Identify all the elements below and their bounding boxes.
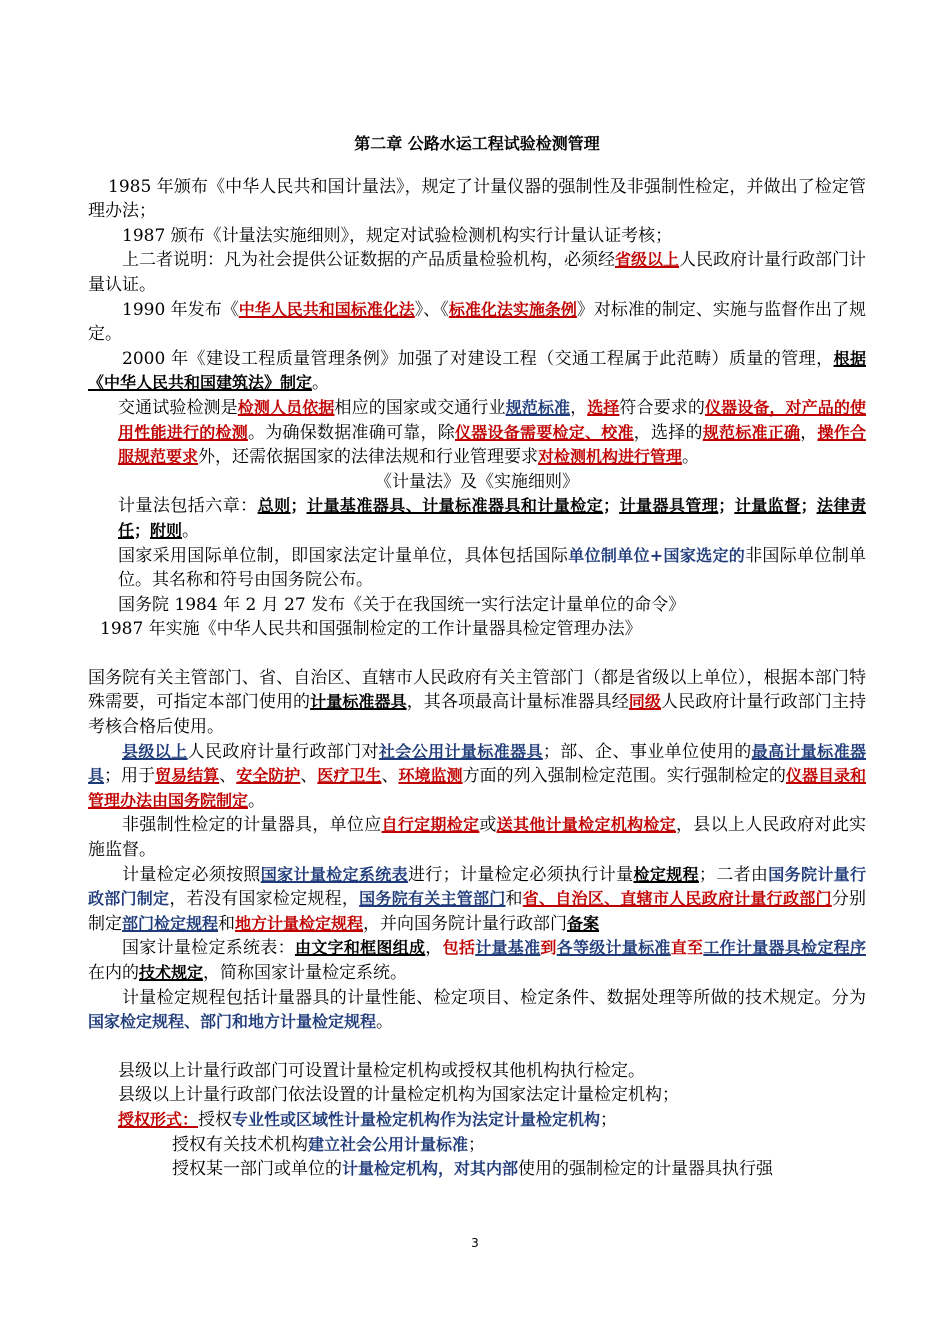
- paragraph-traffic-testing-definition: 交通试验检测是检测人员依据相应的国家或交通行业规范标准，选择符合要求的仪器设备，对产品的使用性能进行的检测。为确保数据准确可靠，除仪器设备需要检定、校准，选择的规范标准正确，操作合服规范要求外，还需依据国家的法律法规和行业管理要求对检测机构进行管理。: [118, 397, 866, 468]
- paragraph-six-chapters: 计量法包括六章：总则；计量基准器具、计量标准器具和计量检定；计量器具管理；计量监督；法律责任；附则。: [118, 496, 866, 541]
- paragraph-system-table: 国家计量检定系统表：由文字和框图组成，包括计量基准到各等级计量标准直至工作计量器具检定程序在内的技术规定，简称国家计量检定系统。: [88, 938, 866, 983]
- paragraph-1987-rules: 1987 颁布《计量法实施细则》，规定对试验检测机构实行计量认证考核；: [122, 225, 673, 246]
- paragraph-explanation: 上二者说明：凡为社会提供公证数据的产品质量检验机构，必须经省级以上人民政府计量行政部门计量认证。: [88, 250, 867, 295]
- paragraph-county-setup: 县级以上计量行政部门可设置计量检定机构或授权其他机构执行检定。: [118, 1060, 645, 1081]
- paragraph-1987-measures: 1987 年实施《中华人民共和国强制检定的工作计量器具检定管理办法》: [100, 619, 642, 640]
- paragraph-1984-order: 国务院 1984 年 2 月 27 发布《关于在我国统一实行法定计量单位的命令》: [118, 594, 686, 615]
- paragraph-verification-procedures: 计量检定规程包括计量器具的计量性能、检定项目、检定条件、数据处理等所做的技术规定。分为国家检定规程、部门和地方计量检定规程。: [88, 987, 866, 1033]
- document-body: [88, 132, 866, 1182]
- paragraph-legal-agencies: 县级以上计量行政部门依法设置的计量检定机构为国家法定计量检定机构；: [118, 1085, 679, 1106]
- paragraph-authorization-forms: 授权形式：授权专业性或区域性计量检定机构作为法定计量检定机构；: [118, 1109, 618, 1130]
- highlight-standardization-law: 中华人民共和国标准化法: [238, 299, 415, 319]
- highlight-implementation-regulations: 标准化法实施条例: [448, 299, 577, 319]
- highlight-provincial-level: 省级以上: [615, 250, 680, 270]
- paragraph-1985-metrology-law: 1985 年颁布《中华人民共和国计量法》，规定了计量仪器的强制性及非强制性检定，并做出了检定管理办法；: [88, 176, 866, 222]
- paragraph-county-level: 县级以上人民政府计量行政部门对社会公用计量标准器具；部、企、事业单位使用的最高计量标准器具；用于贸易结算、安全防护、医疗卫生、环境监测方面的列入强制检定范围。实行强制检定的仪器目录和管理办法由国务院制定。: [88, 741, 867, 811]
- paragraph-authorize-internal: 授权某一部门或单位的计量检定机构，对其内部使用的强制检定的计量器具执行强: [172, 1159, 774, 1180]
- page-number: 3: [471, 1236, 479, 1250]
- paragraph-si-units: 国家采用国际单位制，即国家法定计量单位，具体包括国际单位制单位+国家选定的非国际单位制单位。其名称和符号由国务院公布。: [118, 545, 867, 591]
- paragraph-verification-regulations: 计量检定必须按照国家计量检定系统表进行；计量检定必须执行计量检定规程；二者由国务院计量行政部门制定，若没有国家检定规程，国务院有关主管部门和省、自治区、直辖市人民政府计量行政部门分别制定部门检定规程和地方计量检定规程，并向国务院计量行政部门备案: [88, 864, 867, 934]
- spacer: [88, 1035, 866, 1059]
- paragraph-state-council-departments: 国务院有关主管部门、省、自治区、直辖市人民政府有关主管部门（都是省级以上单位），根据本部门特殊需要，可指定本部门使用的计量标准器具，其各项最高计量标准器具经同级人民政府计量行政部门主持考核合格后使用。: [88, 667, 867, 738]
- spacer: [88, 642, 866, 666]
- sub-heading: 《计量法》及《实施细则》: [375, 471, 579, 492]
- highlight-construction-law: 根据《中华人民共和国建筑法》制定: [88, 348, 866, 393]
- chapter-title: 第二章 公路水运工程试验检测管理: [354, 134, 600, 153]
- paragraph-authorize-technical: 授权有关技术机构建立社会公用计量标准；: [172, 1134, 486, 1155]
- paragraph-1990-standardization-law: 1990 年发布《中华人民共和国标准化法》、《标准化法实施条例》对标准的制定、实施与监督作出了规定。: [88, 299, 866, 345]
- paragraph-non-mandatory: 非强制性检定的计量器具，单位应自行定期检定或送其他计量检定机构检定，县以上人民政府对此实施监督。: [88, 815, 867, 861]
- paragraph-2000-quality-regulation: 2000 年《建设工程质量管理条例》加强了对建设工程（交通工程属于此范畴）质量的管理，根据《中华人民共和国建筑法》制定。: [88, 348, 866, 394]
